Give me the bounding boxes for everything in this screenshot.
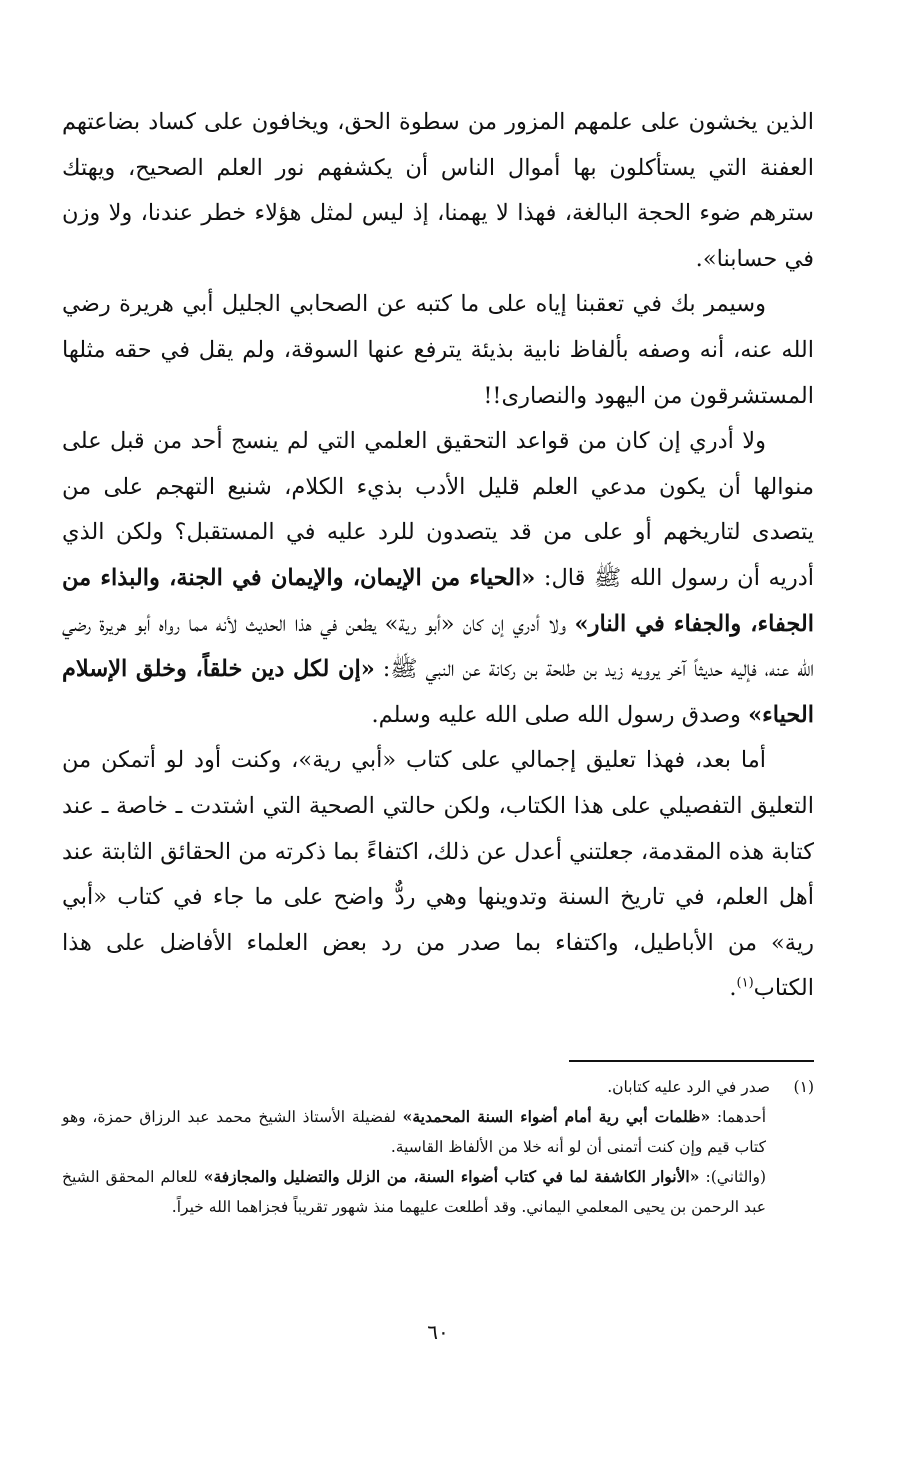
footnotes <box>62 1072 814 1222</box>
footnote-1 <box>62 1072 814 1102</box>
page <box>62 100 814 1344</box>
paragraph-4-text: أما بعد، فهذا تعليق إجمالي على كتاب «أبي رية»، وكنت أود لو أتمكن من التعليق التفصيلي على هذا الكتاب، ولكن حالتي الصحية التي اشتدت ـ خاصة ـ عند كتابة هذه المقدمة، جعلتني أعدل عن ذلك، اكتفاءً بما ذكرته من الحقائق الثابتة عند أهل العلم، في تاريخ السنة وتدوينها وهي ردٌّ واضح على ما جاء في كتاب «أبي رية» من الأباطيل، واكتفاء بما صدر من رد بعض العلماء الأفاضل على هذا الكتاب <box>62 747 814 1002</box>
footnote-first-title: «ظلمات أبي رية أمام أضواء السنة المحمدية» <box>402 1107 711 1126</box>
footnote-intro: صدر في الرد عليه كتابان. <box>607 1078 770 1096</box>
footnote-second-text: للعالم المحقق الشيخ عبد الرحمن بن يحيى المعلمي اليماني. وقد أطلعت عليهما منذ شهور تقريباً فجزاهما الله خيراً. <box>62 1168 766 1216</box>
footnote-first-text: لفضيلة الأستاذ الشيخ محمد عبد الرزاق حمزة، وهو كتاب قيم وإن كنت أتمنى أن لو أنه خلا من الألفاظ القاسية. <box>62 1108 766 1156</box>
paragraph-4 <box>62 738 814 1012</box>
paragraph-3-text-b: ولا أدري إن كان «أبو رية» يطعن في هذا الحديث لأنه مما رواه أبو هريرة رضي الله عنه، فإليه حديثاً آخر يرويه زيد بن طلحة بن ركانة عن النبي ﷺ: <box>62 610 814 683</box>
paragraph-4-end: . <box>729 975 737 1002</box>
footnote-separator <box>569 1060 814 1062</box>
main-text <box>62 100 814 1012</box>
footnote-first-label: أحدهما: <box>710 1108 767 1126</box>
page-number: ٦٠ <box>427 1320 449 1344</box>
paragraph-1-text: الذين يخشون على علمهم المزور من سطوة الحق، ويخافون على كساد بضاعتهم العفنة التي يستأكلون بها أموال الناس أن يكشفهم نور العلم الصحيح، ويهتك سترهم ضوء الحجة البالغة، فهذا لا يهمنا، إذ ليس لمثل هؤلاء خطر عندنا، ولا وزن في حسابنا». <box>62 109 814 272</box>
paragraph-1 <box>62 100 814 282</box>
paragraph-3 <box>62 419 814 738</box>
paragraph-3-text-c: وصدق رسول الله صلى الله عليه وسلم. <box>371 701 749 728</box>
footnote-reference: (١) <box>736 975 754 991</box>
paragraph-2-text: وسيمر بك في تعقبنا إياه على ما كتبه عن الصحابي الجليل أبي هريرة رضي الله عنه، أنه وصفه بألفاظ نابية بذيئة يترفع عنها السوقة، ولم يقل في حقه مثلها المستشرقون من اليهود والنصارى!! <box>62 291 814 409</box>
footnote-second-label: (والثاني): <box>699 1168 766 1186</box>
hadith-quote-2: «إن لكل دين خلقاً، وخلق الإسلام الحياء» <box>62 656 814 728</box>
footnote-second-title: «الأنوار الكاشفة لما في كتاب أضواء السنة، من الزلل والتضليل والمجازفة» <box>203 1167 700 1186</box>
footnote-first-book <box>62 1102 814 1162</box>
paragraph-3-text-a: ولا أدري إن كان من قواعد التحقيق العلمي التي لم ينسج أحد من قبل على منوالها أن يكون مدعي العلم قليل الأدب بذيء الكلام، شنيع التهجم على من يتصدى لتاريخهم أو على من قد يتصدون للرد عليه في المستقبل؟ ولكن الذي أدريه أن رسول الله ﷺ قال: <box>62 428 814 591</box>
hadith-quote-1: «الحياء من الإيمان، والإيمان في الجنة، والبذاء من الجفاء، والجفاء في النار» <box>62 564 814 637</box>
footnote-number: (١) <box>793 1078 814 1096</box>
paragraph-2 <box>62 282 814 419</box>
footnote-second-book <box>62 1162 814 1222</box>
